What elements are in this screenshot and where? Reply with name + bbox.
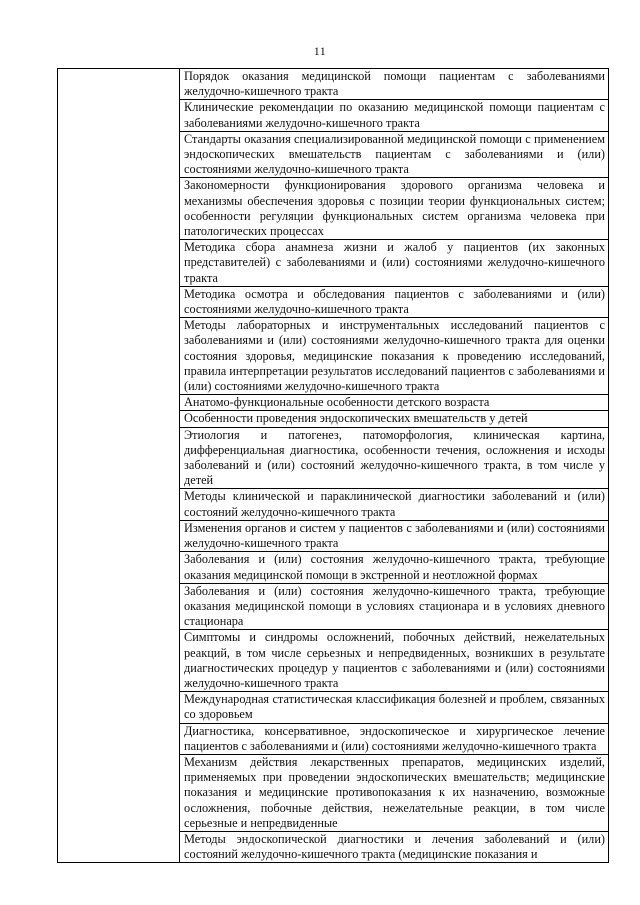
page-number: 11	[313, 44, 327, 58]
table-cell: Этиология и патогенез, патоморфология, клиническая картина, дифференциальная диагностика, особенности течения, осложнения и исходы заболеваний и (или) состояний желудочно-кишечного тракта, в том числе у детей	[180, 427, 609, 489]
section-label-cell	[58, 69, 180, 863]
table-row	[58, 69, 609, 100]
table-cell: Заболевания и (или) состояния желудочно-кишечного тракта, требующие оказания медицинской помощи в условиях стационара и в условиях дневного стационара	[180, 583, 609, 630]
table-cell: Особенности проведения эндоскопических вмешательств у детей	[180, 411, 609, 427]
table-cell: Методика сбора анамнеза жизни и жалоб у пациентов (их законных представителей) с заболеваниями и (или) состояниями желудочно-кишечного тракта	[180, 240, 609, 287]
table-cell: Механизм действия лекарственных препаратов, медицинских изделий, применяемых при проведении эндоскопических вмешательств; медицинские показания и медицинские противопоказания к их назначению, возможные осложнения, побочные действия, нежелательные реакции, в том числе серьезные и непредвиденные	[180, 754, 609, 831]
table-cell: Методы эндоскопической диагностики и лечения заболеваний и (или) состояний желудочно-кишечного тракта (медицинские показания и	[180, 831, 609, 862]
table-cell: Методика осмотра и обследования пациентов с заболеваниями и (или) состояниями желудочно-кишечного тракта	[180, 286, 609, 317]
knowledge-requirements-table	[57, 68, 609, 863]
table-cell: Анатомо-функциональные особенности детского возраста	[180, 395, 609, 411]
table-cell: Закономерности функционирования здорового организма человека и механизмы обеспечения здоровья с позиции теории функциональных систем; особенности регуляции функциональных систем организма человека при патологических процессах	[180, 178, 609, 240]
table-cell: Методы лабораторных и инструментальных исследований пациентов с заболеваниями и (или) состояниями желудочно-кишечного тракта для оценки состояния здоровья, медицинские показания к проведению исследований, правила интерпретации результатов исследований пациентов с заболеваниями и (или) состояниями желудочно-кишечного тракта	[180, 318, 609, 395]
table-cell: Симптомы и синдромы осложнений, побочных действий, нежелательных реакций, в том числе серьезных и непредвиденных, возникших в результате диагностических процедур у пациентов с заболеваниями и (или) состояниями желудочно-кишечного тракта	[180, 630, 609, 692]
table-cell: Порядок оказания медицинской помощи пациентам с заболеваниями желудочно-кишечного тракта	[180, 69, 609, 100]
table-cell: Диагностика, консервативное, эндоскопическое и хирургическое лечение пациентов с заболеваниями и (или) состояниями желудочно-кишечного тракта	[180, 723, 609, 754]
table-cell: Стандарты оказания специализированной медицинской помощи с применением эндоскопических вмешательств пациентам с заболеваниями и (или) состояниями желудочно-кишечного тракта	[180, 131, 609, 178]
table-cell: Методы клинической и параклинической диагностики заболеваний и (или) состояний желудочно-кишечного тракта	[180, 489, 609, 520]
table-cell: Заболевания и (или) состояния желудочно-кишечного тракта, требующие оказания медицинской помощи в экстренной и неотложной формах	[180, 552, 609, 583]
table-cell: Изменения органов и систем у пациентов с заболеваниями и (или) состояниями желудочно-кишечного тракта	[180, 520, 609, 551]
table-body	[58, 69, 609, 863]
table-cell: Клинические рекомендации по оказанию медицинской помощи пациентам с заболеваниями желудочно-кишечного тракта	[180, 100, 609, 131]
table-cell: Международная статистическая классификация болезней и проблем, связанных со здоровьем	[180, 692, 609, 723]
